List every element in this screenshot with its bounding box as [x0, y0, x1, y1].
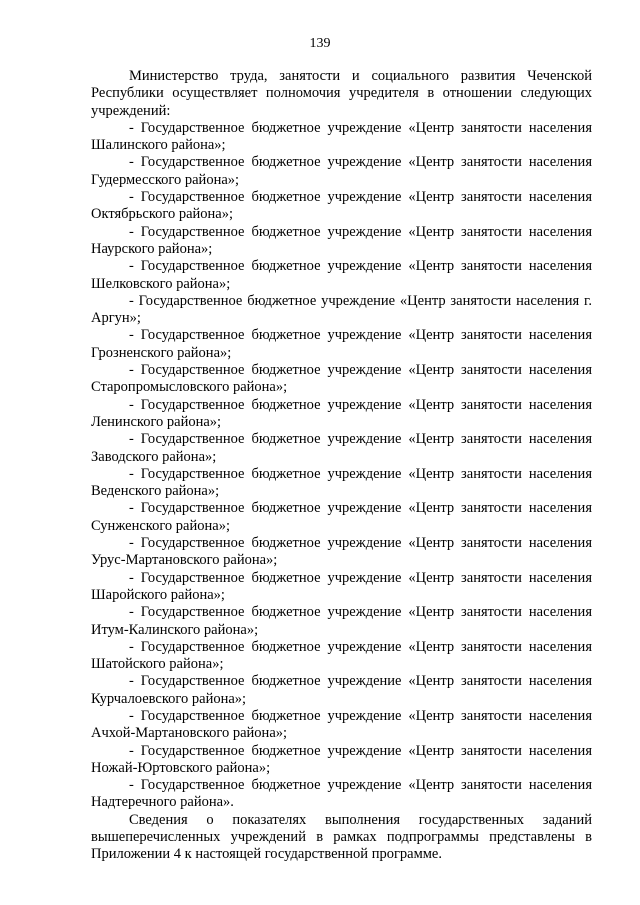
- list-item: - Государственное бюджетное учреждение «Центр занятости населения Урус-Мартановского района»;: [91, 535, 592, 569]
- list-item: - Государственное бюджетное учреждение «Центр занятости населения г. Аргун»;: [91, 292, 592, 327]
- list-item: - Государственное бюджетное учреждение «Центр занятости населения Старопромысловского района»;: [91, 362, 592, 396]
- list-item: - Государственное бюджетное учреждение «Центр занятости населения Сунженского района»;: [91, 500, 592, 534]
- list-item: - Государственное бюджетное учреждение «Центр занятости населения Ачхой-Мартановского района»;: [91, 707, 592, 742]
- list-item: - Государственное бюджетное учреждение «Центр занятости населения Ножай-Юртовского района»;: [91, 742, 592, 776]
- list-item: - Государственное бюджетное учреждение «Центр занятости населения Шатойского района»;: [91, 638, 592, 673]
- list-item: - Государственное бюджетное учреждение «Центр занятости населения Курчалоевского района»;: [91, 673, 592, 707]
- list-item: - Государственное бюджетное учреждение «Центр занятости населения Шелковского района»;: [91, 258, 592, 292]
- closing-paragraph: Сведения о показателях выполнения государственных заданий вышеперечисленных учреждений в рамках подпрограммы представлены в Приложении 4 к настоящей государственной программе.: [91, 811, 592, 863]
- list-item: - Государственное бюджетное учреждение «Центр занятости населения Грозненского района»;: [91, 327, 592, 361]
- list-item: - Государственное бюджетное учреждение «Центр занятости населения Итум-Калинского района»;: [91, 604, 592, 638]
- institution-list: [91, 120, 592, 812]
- list-item: - Государственное бюджетное учреждение «Центр занятости населения Шаройского района»;: [91, 569, 592, 603]
- list-item: - Государственное бюджетное учреждение «Центр занятости населения Гудермесского района»;: [91, 154, 592, 188]
- list-item: - Государственное бюджетное учреждение «Центр занятости населения Наурского района»;: [91, 223, 592, 257]
- intro-paragraph: Министерство труда, занятости и социального развития Чеченской Республики осуществляет полномочия учредителя в отношении следующих учреждений:: [91, 68, 592, 119]
- list-item: - Государственное бюджетное учреждение «Центр занятости населения Октябрьского района»;: [91, 189, 592, 223]
- list-item: - Государственное бюджетное учреждение «Центр занятости населения Заводского района»;: [91, 431, 592, 465]
- list-item: - Государственное бюджетное учреждение «Центр занятости населения Надтеречного района».: [91, 777, 592, 811]
- document-body: [91, 68, 592, 864]
- list-item: - Государственное бюджетное учреждение «Центр занятости населения Шалинского района»;: [91, 119, 592, 154]
- list-item: - Государственное бюджетное учреждение «Центр занятости населения Веденского района»;: [91, 465, 592, 500]
- list-item: - Государственное бюджетное учреждение «Центр занятости населения Ленинского района»;: [91, 396, 592, 430]
- page-number: 139: [309, 36, 331, 51]
